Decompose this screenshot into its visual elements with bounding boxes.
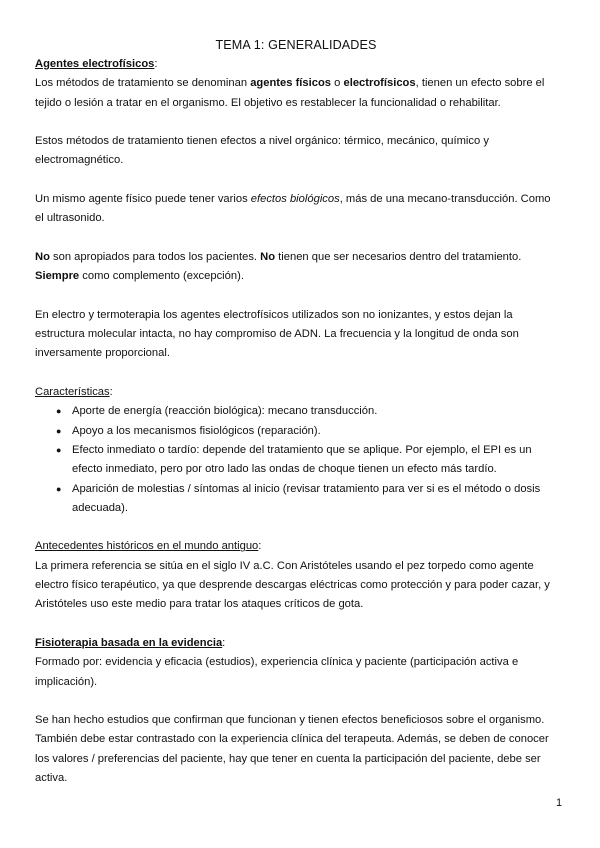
list-item [56,422,557,441]
paragraph-no-apropiados [35,248,557,267]
list-item-text: Efecto inmediato o tardío: depende del tratamiento que se aplique. Por ejemplo, el EPI es un efecto inmediato, pero por otro lado las ondas de choque tienen un efecto más tardío. [72,443,532,476]
bold-term-electrofisicos: electrofísicos [343,77,416,90]
text-run: como complemento (excepción). [79,270,244,283]
paragraph-no-ionizantes: En electro y termoterapia los agentes electrofísicos utilizados son no ionizantes, y estos dejan la estructura molecular intacta, no hay compromiso de ADN. La frecuencia y la longitud de onda son inversamente proporcional. [35,308,519,360]
page-number: 1 [556,797,563,809]
section-heading-agentes-colon: : [154,58,158,70]
section-heading-caracteristicas [35,383,557,402]
paragraph-estudios: Se han hecho estudios que confirman que funcionan y tienen efectos beneficiosos sobre el organismo. También debe estar contrastado con la experiencia clínica del terapeuta. Además, se deben de conocer los valores / preferencias del paciente, hay que tener en cuenta la participación del paciente, debe ser activa. [35,714,549,784]
section-heading-evidencia-text: Fisioterapia basada en la evidencia [35,636,223,649]
list-item-text: Apoyo a los mecanismos fisiológicos (reparación). [72,424,321,437]
section-heading-antecedentes-text: Antecedentes históricos en el mundo antiguo [35,540,259,553]
list-item-text: Aparición de molestias / síntomas al inicio (revisar tratamiento para ver si es el método o dosis adecuada). [72,482,541,514]
paragraph-siempre [35,267,557,286]
bullet-icon: ● [56,425,62,436]
bold-siempre: Siempre [35,270,80,283]
bullet-icon: ● [56,406,62,417]
list-item [56,402,557,421]
section-heading-evidencia [35,634,557,653]
section-heading-caracteristicas-colon: : [109,386,113,399]
page-content [35,36,557,788]
bullet-icon: ● [56,483,62,494]
paragraph-agentes-definicion [35,74,557,113]
bold-no: No [35,250,50,263]
paragraph-efectos-organicos: Estos métodos de tratamiento tienen efectos a nivel orgánico: térmico, mecánico, químico y electromagnético. [35,135,489,167]
text-run: tienen que ser necesarios dentro del tratamiento. [275,250,522,263]
section-heading-antecedentes-colon: : [258,540,262,553]
caracteristicas-list [35,402,557,518]
text-run: , más de una mecano-transducción. Como el ultrasonido. [35,193,551,225]
text-run: Un mismo agente físico puede tener varios [35,193,251,206]
page-title: TEMA 1: GENERALIDADES [215,38,377,52]
section-heading-caracteristicas-text: Características [35,386,110,399]
section-heading-evidencia-colon: : [222,636,226,649]
text-run: son apropiados para todos los pacientes. [49,250,261,263]
text-run: , tienen un efecto sobre el tejido o lesión a tratar en el organismo. El objetivo es restablecer la funcionalidad o rehabilitar. [35,77,545,109]
section-heading-agentes [35,55,557,74]
italic-term-efectos-biologicos: efectos biológicos [250,193,340,206]
list-item-text: Aporte de energía (reacción biológica): mecano transducción. [72,405,378,418]
section-heading-antecedentes [35,537,557,556]
bold-term-agentes-fisicos: agentes físicos [250,77,332,90]
list-item [56,480,557,519]
paragraph-aristoteles: La primera referencia se sitúa en el siglo IV a.C. Con Aristóteles usando el pez torpedo como agente electro físico terapéutico, ya que desprende descargas eléctricas como protección y para poder cazar, y Aristóteles uso este medio para tratar los ataques críticos de gota. [35,559,550,611]
section-heading-agentes-text: Agentes electrofísicos [35,58,155,70]
paragraph-formado-por: Formado por: evidencia y eficacia (estudios), experiencia clínica y paciente (participación activa e implicación). [35,656,519,688]
paragraph-efectos-biologicos [35,190,557,229]
text-run: o [331,77,344,90]
list-item [56,441,557,480]
bold-no: No [260,250,276,263]
bullet-icon: ● [56,444,62,455]
text-run: Los métodos de tratamiento se denominan [35,77,251,90]
